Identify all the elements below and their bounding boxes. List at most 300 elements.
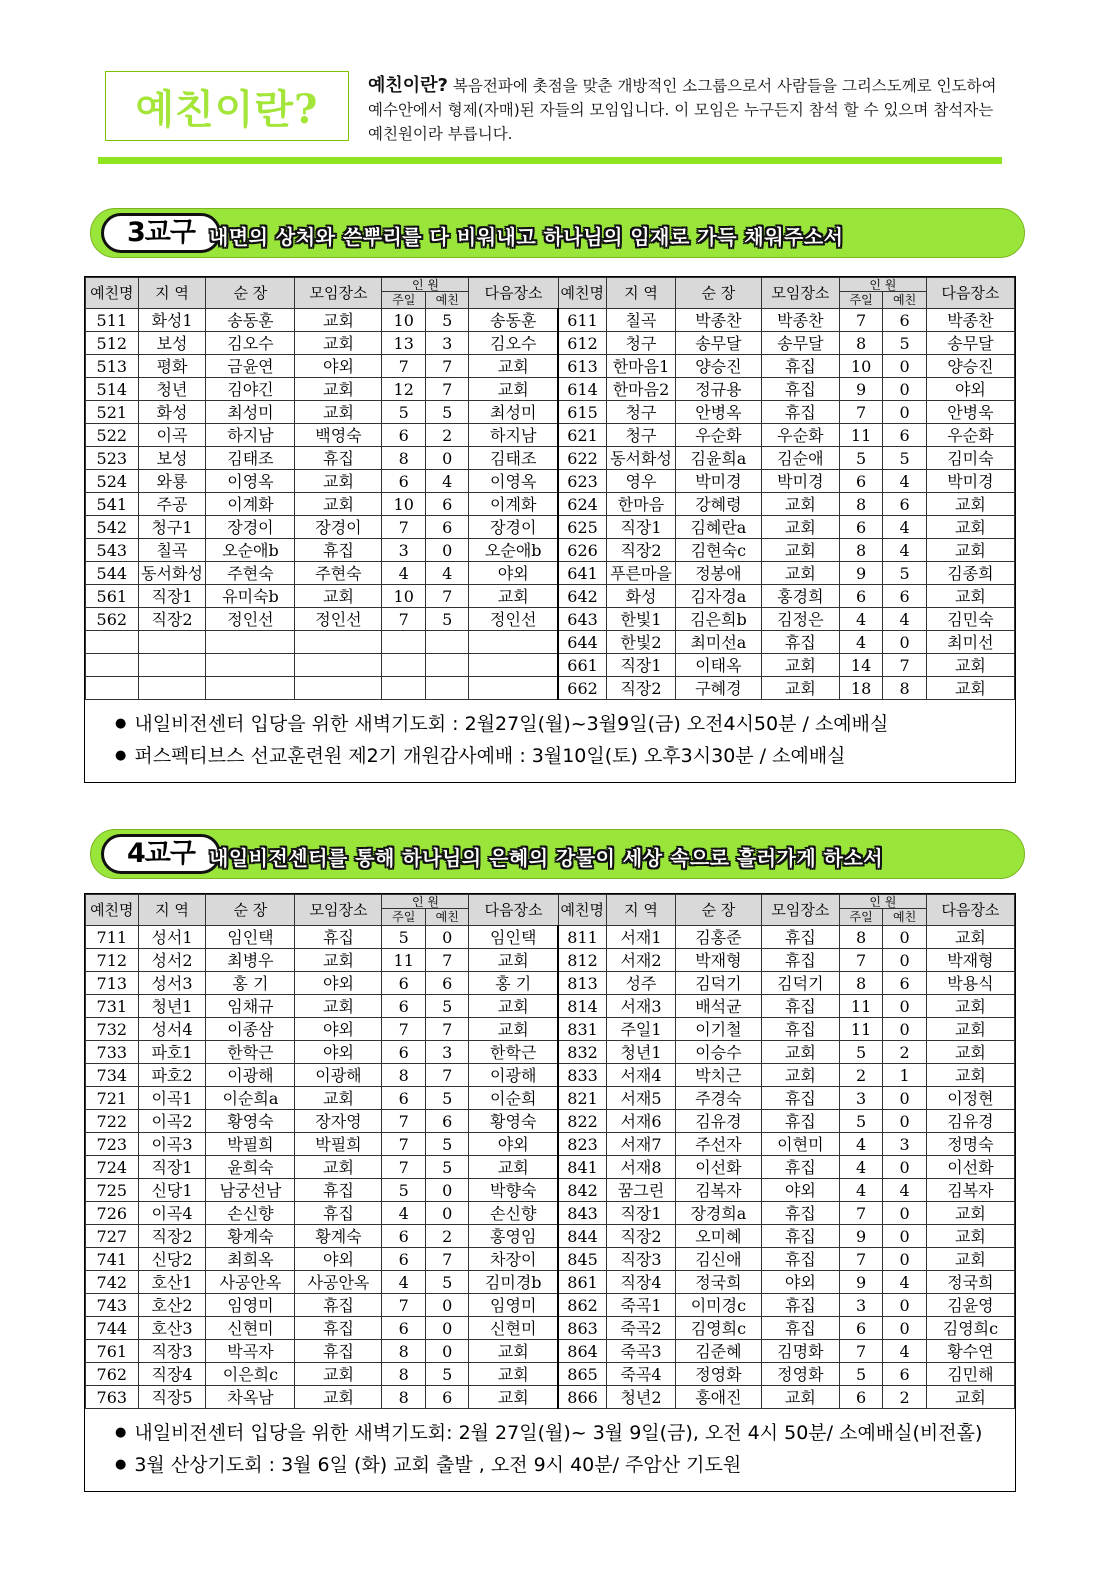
table-cell bbox=[382, 631, 426, 654]
table-cell: 8 bbox=[382, 1386, 426, 1409]
table-cell: 6 bbox=[425, 1386, 469, 1409]
table-cell: 511 bbox=[86, 309, 139, 332]
table-cell: 김미경b bbox=[469, 1271, 558, 1294]
table-cell: 6 bbox=[425, 1110, 469, 1133]
table-cell: 교회 bbox=[469, 995, 558, 1018]
table-cell: 김유경 bbox=[675, 1110, 761, 1133]
table-cell: 김야긴 bbox=[206, 378, 295, 401]
table-cell: 4 bbox=[883, 470, 927, 493]
table-cell: 교회 bbox=[926, 585, 1014, 608]
table-cell: 7 bbox=[382, 1018, 426, 1041]
green-divider bbox=[98, 157, 1002, 164]
table-cell: 박종찬 bbox=[675, 309, 761, 332]
table-cell: 0 bbox=[883, 1087, 927, 1110]
gu3-roster-table bbox=[85, 277, 1015, 700]
table-cell: 성서3 bbox=[138, 972, 206, 995]
table-cell: 863 bbox=[558, 1317, 607, 1340]
table-cell: 18 bbox=[839, 677, 883, 700]
table-cell: 5 bbox=[839, 447, 883, 470]
table-cell: 교회 bbox=[926, 1041, 1014, 1064]
table-cell: 서재2 bbox=[607, 949, 676, 972]
table-cell bbox=[382, 677, 426, 700]
table-cell bbox=[469, 654, 558, 677]
table-cell: 814 bbox=[558, 995, 607, 1018]
table-cell: 호산3 bbox=[138, 1317, 206, 1340]
table-cell: 이영옥 bbox=[469, 470, 558, 493]
table-cell: 5 bbox=[425, 401, 469, 424]
table-cell: 홍영임 bbox=[469, 1225, 558, 1248]
column-header-leader: 순 장 bbox=[206, 278, 295, 309]
table-row bbox=[86, 332, 1015, 355]
table-cell: 주현숙 bbox=[295, 562, 382, 585]
table-cell: 황영숙 bbox=[206, 1110, 295, 1133]
table-cell: 야외 bbox=[469, 562, 558, 585]
weekday-label: 주일 bbox=[840, 909, 884, 925]
table-cell: 612 bbox=[558, 332, 607, 355]
weekday-label: 주일 bbox=[382, 292, 426, 308]
table-cell: 544 bbox=[86, 562, 139, 585]
table-cell: 4 bbox=[883, 608, 927, 631]
table-cell: 송무달 bbox=[675, 332, 761, 355]
table-cell: 주일1 bbox=[607, 1018, 676, 1041]
table-cell bbox=[425, 654, 469, 677]
table-cell: 0 bbox=[883, 378, 927, 401]
table-cell: 정영화 bbox=[761, 1363, 839, 1386]
table-row bbox=[86, 1018, 1015, 1041]
table-cell: 2 bbox=[839, 1064, 883, 1087]
table-cell: 청년1 bbox=[607, 1041, 676, 1064]
table-cell: 박재형 bbox=[926, 949, 1014, 972]
table-cell: 661 bbox=[558, 654, 607, 677]
table-cell: 윤희숙 bbox=[206, 1156, 295, 1179]
table-cell: 교회 bbox=[926, 677, 1014, 700]
table-cell: 이광해 bbox=[206, 1064, 295, 1087]
table-cell: 휴집 bbox=[295, 1340, 382, 1363]
table-cell: 와룡 bbox=[138, 470, 206, 493]
table-cell: 정봉애 bbox=[675, 562, 761, 585]
table-cell: 625 bbox=[558, 516, 607, 539]
table-cell: 6 bbox=[382, 1225, 426, 1248]
table-cell: 호산2 bbox=[138, 1294, 206, 1317]
table-cell: 11 bbox=[839, 424, 883, 447]
table-cell: 임채규 bbox=[206, 995, 295, 1018]
table-cell: 이곡4 bbox=[138, 1202, 206, 1225]
table-cell: 김태조 bbox=[206, 447, 295, 470]
table-cell: 김영희c bbox=[926, 1317, 1014, 1340]
table-row bbox=[86, 1087, 1015, 1110]
table-cell: 홍경희 bbox=[761, 585, 839, 608]
table-cell: 김정은 bbox=[761, 608, 839, 631]
table-cell: 662 bbox=[558, 677, 607, 700]
table-cell: 861 bbox=[558, 1271, 607, 1294]
table-cell: 김민해 bbox=[926, 1363, 1014, 1386]
table-cell: 731 bbox=[86, 995, 139, 1018]
gu4-label: 4교구 bbox=[101, 834, 221, 874]
table-cell: 직장1 bbox=[607, 516, 676, 539]
table-cell: 주현숙 bbox=[206, 562, 295, 585]
table-cell: 8 bbox=[883, 677, 927, 700]
table-cell: 3 bbox=[425, 1041, 469, 1064]
table-cell: 김윤희a bbox=[675, 447, 761, 470]
yechin-label: 예친 bbox=[892, 292, 917, 307]
attendance-label: 인 원 bbox=[382, 279, 468, 292]
table-cell: 4 bbox=[883, 539, 927, 562]
table-cell: 0 bbox=[883, 949, 927, 972]
table-cell: 2 bbox=[425, 424, 469, 447]
table-cell: 7 bbox=[839, 401, 883, 424]
table-cell: 박재형 bbox=[675, 949, 761, 972]
table-cell: 휴집 bbox=[761, 1225, 839, 1248]
table-cell: 김홍준 bbox=[675, 926, 761, 949]
table-cell: 야외 bbox=[295, 1248, 382, 1271]
table-cell: 이영옥 bbox=[206, 470, 295, 493]
table-row bbox=[86, 516, 1015, 539]
column-header-next: 다음장소 bbox=[926, 895, 1014, 926]
table-cell: 신당2 bbox=[138, 1248, 206, 1271]
table-cell: 711 bbox=[86, 926, 139, 949]
table-cell: 6 bbox=[883, 972, 927, 995]
table-cell: 2 bbox=[425, 1225, 469, 1248]
table-cell: 교회 bbox=[926, 654, 1014, 677]
table-cell: 624 bbox=[558, 493, 607, 516]
table-cell: 최성미 bbox=[469, 401, 558, 424]
table-cell: 3 bbox=[839, 1294, 883, 1317]
table-row bbox=[86, 1386, 1015, 1409]
table-cell: 7 bbox=[382, 1133, 426, 1156]
table-cell: 호산1 bbox=[138, 1271, 206, 1294]
table-cell: 휴집 bbox=[295, 1317, 382, 1340]
table-cell: 휴집 bbox=[761, 1294, 839, 1317]
table-cell: 727 bbox=[86, 1225, 139, 1248]
gu4-note: ● 3월 산상기도회 : 3월 6일 (화) 교회 출발 , 오전 9시 40분/ 주암산 기도원 bbox=[115, 1449, 985, 1481]
table-cell: 김혜란a bbox=[675, 516, 761, 539]
table-cell: 6 bbox=[883, 424, 927, 447]
gu3-motto: 내면의 상처와 쓴뿌리를 다 비워내고 하나님의 임재로 가득 채워주소서 bbox=[209, 225, 844, 249]
table-cell: 5 bbox=[382, 926, 426, 949]
yechin-label: 예친 bbox=[435, 909, 459, 924]
table-cell bbox=[86, 631, 139, 654]
weekday-label: 주일 bbox=[840, 292, 884, 308]
table-cell: 811 bbox=[558, 926, 607, 949]
table-cell: 박치근 bbox=[675, 1064, 761, 1087]
table-cell: 동서화성 bbox=[607, 447, 676, 470]
table-cell: 홍애진 bbox=[675, 1386, 761, 1409]
table-cell: 하지남 bbox=[206, 424, 295, 447]
intro-lead: 예친이란? bbox=[368, 75, 448, 96]
column-header-id: 예친명 bbox=[86, 278, 139, 309]
table-cell: 8 bbox=[839, 972, 883, 995]
table-cell: 양승진 bbox=[926, 355, 1014, 378]
table-cell: 교회 bbox=[295, 378, 382, 401]
gu4-notes bbox=[85, 1409, 1015, 1491]
table-cell: 장경이 bbox=[295, 516, 382, 539]
table-cell: 교회 bbox=[926, 539, 1014, 562]
table-cell: 7 bbox=[425, 1064, 469, 1087]
table-cell: 726 bbox=[86, 1202, 139, 1225]
table-cell: 직장4 bbox=[138, 1363, 206, 1386]
table-cell: 남궁선남 bbox=[206, 1179, 295, 1202]
table-cell bbox=[425, 677, 469, 700]
table-cell: 841 bbox=[558, 1156, 607, 1179]
table-cell: 화성1 bbox=[138, 309, 206, 332]
table-row bbox=[86, 424, 1015, 447]
table-cell: 김신애 bbox=[675, 1248, 761, 1271]
table-cell: 724 bbox=[86, 1156, 139, 1179]
table-cell: 5 bbox=[425, 1271, 469, 1294]
table-cell: 교회 bbox=[469, 378, 558, 401]
table-cell: 휴집 bbox=[761, 1018, 839, 1041]
table-cell: 9 bbox=[839, 1271, 883, 1294]
table-cell: 0 bbox=[425, 447, 469, 470]
table-cell: 4 bbox=[425, 470, 469, 493]
table-row bbox=[86, 1156, 1015, 1179]
gu3-section bbox=[84, 276, 1016, 783]
table-cell: 직장2 bbox=[138, 608, 206, 631]
table-cell: 야외 bbox=[469, 1133, 558, 1156]
table-cell: 이계화 bbox=[206, 493, 295, 516]
table-cell: 5 bbox=[839, 1110, 883, 1133]
table-cell: 0 bbox=[883, 1294, 927, 1317]
table-cell: 성서4 bbox=[138, 1018, 206, 1041]
table-cell: 이계화 bbox=[469, 493, 558, 516]
table-cell: 장경이 bbox=[469, 516, 558, 539]
table-cell: 이곡2 bbox=[138, 1110, 206, 1133]
table-cell: 교회 bbox=[469, 1363, 558, 1386]
table-cell: 휴집 bbox=[761, 1087, 839, 1110]
table-cell: 이선화 bbox=[675, 1156, 761, 1179]
table-cell: 5 bbox=[382, 1179, 426, 1202]
table-cell: 742 bbox=[86, 1271, 139, 1294]
column-header-next: 다음장소 bbox=[926, 278, 1014, 309]
table-cell: 김명화 bbox=[761, 1340, 839, 1363]
table-cell: 교회 bbox=[469, 1340, 558, 1363]
table-cell: 4 bbox=[883, 516, 927, 539]
gu4-note: ● 내일비전센터 입당을 위한 새벽기도회: 2월 27일(월)~ 3월 9일(금), 오전 4시 50분/ 소예배실(비전홀) bbox=[115, 1417, 985, 1449]
table-cell: 10 bbox=[382, 309, 426, 332]
table-cell: 교회 bbox=[295, 470, 382, 493]
table-row bbox=[86, 355, 1015, 378]
table-cell: 야외 bbox=[295, 1018, 382, 1041]
table-cell: 임영미 bbox=[206, 1294, 295, 1317]
table-cell: 직장1 bbox=[138, 585, 206, 608]
table-cell bbox=[138, 654, 206, 677]
table-cell: 0 bbox=[883, 1018, 927, 1041]
table-cell: 최미선 bbox=[926, 631, 1014, 654]
table-cell: 송무달 bbox=[926, 332, 1014, 355]
table-cell: 박미경 bbox=[761, 470, 839, 493]
table-cell: 휴집 bbox=[295, 926, 382, 949]
column-header-next: 다음장소 bbox=[469, 278, 558, 309]
intro-body: 복음전파에 촛점을 맞춘 개방적인 소그룹으로서 사람들을 그리스도께로 인도하여 예수안에서 형제(자매)된 자들의 모임입니다. 이 모임은 누구든지 참석 할 수 있으며 참석자는 예친원이라 부릅니다. bbox=[368, 77, 997, 143]
table-cell: 김복자 bbox=[926, 1179, 1014, 1202]
table-cell: 한빛2 bbox=[607, 631, 676, 654]
table-cell: 한마음2 bbox=[607, 378, 676, 401]
table-cell: 743 bbox=[86, 1294, 139, 1317]
table-row bbox=[86, 1110, 1015, 1133]
table-cell: 임인택 bbox=[206, 926, 295, 949]
table-cell: 안병옥 bbox=[675, 401, 761, 424]
table-cell: 김민숙 bbox=[926, 608, 1014, 631]
attendance-label: 인 원 bbox=[840, 279, 926, 292]
table-cell: 7 bbox=[425, 585, 469, 608]
table-cell: 교회 bbox=[295, 309, 382, 332]
table-cell: 최병우 bbox=[206, 949, 295, 972]
table-cell: 죽곡2 bbox=[607, 1317, 676, 1340]
table-cell bbox=[425, 631, 469, 654]
table-cell: 휴집 bbox=[761, 631, 839, 654]
table-cell: 이태옥 bbox=[675, 654, 761, 677]
table-cell: 이현미 bbox=[761, 1133, 839, 1156]
table-cell: 4 bbox=[839, 1156, 883, 1179]
table-cell: 623 bbox=[558, 470, 607, 493]
table-cell: 청구 bbox=[607, 332, 676, 355]
table-cell: 614 bbox=[558, 378, 607, 401]
table-cell: 교회 bbox=[295, 1386, 382, 1409]
table-cell: 721 bbox=[86, 1087, 139, 1110]
attendance-label: 인 원 bbox=[840, 896, 926, 909]
table-cell: 0 bbox=[883, 401, 927, 424]
table-cell: 송무달 bbox=[761, 332, 839, 355]
table-cell: 7 bbox=[425, 949, 469, 972]
table-cell: 521 bbox=[86, 401, 139, 424]
table-cell: 862 bbox=[558, 1294, 607, 1317]
table-cell: 오순애b bbox=[469, 539, 558, 562]
table-cell: 5 bbox=[425, 309, 469, 332]
table-cell: 6 bbox=[382, 470, 426, 493]
table-cell: 김태조 bbox=[469, 447, 558, 470]
table-cell: 4 bbox=[839, 1133, 883, 1156]
table-cell: 이기철 bbox=[675, 1018, 761, 1041]
table-row bbox=[86, 654, 1015, 677]
table-cell: 7 bbox=[839, 1340, 883, 1363]
table-cell: 864 bbox=[558, 1340, 607, 1363]
table-row bbox=[86, 585, 1015, 608]
table-cell: 833 bbox=[558, 1064, 607, 1087]
table-cell: 4 bbox=[883, 1340, 927, 1363]
table-cell: 3 bbox=[425, 332, 469, 355]
table-cell: 김미숙 bbox=[926, 447, 1014, 470]
table-cell: 손신향 bbox=[469, 1202, 558, 1225]
table-cell: 김은희b bbox=[675, 608, 761, 631]
table-cell: 정명숙 bbox=[926, 1133, 1014, 1156]
table-header-row bbox=[86, 895, 1015, 926]
table-row bbox=[86, 562, 1015, 585]
table-cell: 야외 bbox=[295, 355, 382, 378]
column-header-place: 모임장소 bbox=[761, 895, 839, 926]
table-cell: 금윤연 bbox=[206, 355, 295, 378]
table-cell: 6 bbox=[883, 585, 927, 608]
table-cell: 7 bbox=[382, 1294, 426, 1317]
table-cell: 휴집 bbox=[761, 1317, 839, 1340]
table-cell: 7 bbox=[425, 1248, 469, 1271]
table-cell: 정국희 bbox=[675, 1271, 761, 1294]
table-cell: 11 bbox=[382, 949, 426, 972]
yechin-label: 예친 bbox=[435, 292, 459, 307]
table-cell: 보성 bbox=[138, 447, 206, 470]
table-cell: 613 bbox=[558, 355, 607, 378]
table-cell: 홍 기 bbox=[469, 972, 558, 995]
table-cell: 교회 bbox=[761, 677, 839, 700]
table-cell: 0 bbox=[425, 539, 469, 562]
table-cell: 야외 bbox=[761, 1271, 839, 1294]
table-cell: 10 bbox=[839, 355, 883, 378]
table-cell: 휴집 bbox=[761, 1202, 839, 1225]
table-cell: 차옥남 bbox=[206, 1386, 295, 1409]
table-cell: 휴집 bbox=[295, 1294, 382, 1317]
column-header-leader: 순 장 bbox=[675, 278, 761, 309]
table-cell: 교회 bbox=[926, 1386, 1014, 1409]
table-cell: 휴집 bbox=[295, 1179, 382, 1202]
table-cell: 교회 bbox=[295, 493, 382, 516]
table-cell: 7 bbox=[382, 516, 426, 539]
table-cell: 청년2 bbox=[607, 1386, 676, 1409]
table-cell: 866 bbox=[558, 1386, 607, 1409]
table-row bbox=[86, 1179, 1015, 1202]
table-cell: 4 bbox=[883, 1179, 927, 1202]
table-cell: 주경숙 bbox=[675, 1087, 761, 1110]
table-cell: 6 bbox=[839, 470, 883, 493]
table-row bbox=[86, 447, 1015, 470]
table-row bbox=[86, 1294, 1015, 1317]
table-cell: 보성 bbox=[138, 332, 206, 355]
table-cell: 842 bbox=[558, 1179, 607, 1202]
table-cell: 서재5 bbox=[607, 1087, 676, 1110]
gu3-note: ● 퍼스펙티브스 선교훈련원 제2기 개원감사예배 : 3월10일(토) 오후3시30분 / 소예배실 bbox=[115, 740, 985, 772]
table-cell: 523 bbox=[86, 447, 139, 470]
table-cell: 5 bbox=[839, 1041, 883, 1064]
table-cell: 5 bbox=[382, 401, 426, 424]
table-cell: 762 bbox=[86, 1363, 139, 1386]
table-cell: 6 bbox=[425, 493, 469, 516]
table-cell: 서재6 bbox=[607, 1110, 676, 1133]
column-header-attendance bbox=[382, 278, 469, 309]
table-cell: 휴집 bbox=[761, 926, 839, 949]
table-cell: 722 bbox=[86, 1110, 139, 1133]
table-cell: 임영미 bbox=[469, 1294, 558, 1317]
table-cell bbox=[206, 677, 295, 700]
table-cell: 6 bbox=[382, 972, 426, 995]
table-cell: 642 bbox=[558, 585, 607, 608]
table-cell: 5 bbox=[425, 1087, 469, 1110]
table-cell: 휴집 bbox=[761, 1248, 839, 1271]
table-cell: 직장1 bbox=[138, 1156, 206, 1179]
table-cell: 5 bbox=[425, 1133, 469, 1156]
table-cell: 7 bbox=[425, 1018, 469, 1041]
table-cell: 화성 bbox=[138, 401, 206, 424]
table-cell: 사공안옥 bbox=[295, 1271, 382, 1294]
table-cell: 0 bbox=[425, 1340, 469, 1363]
table-cell: 교회 bbox=[761, 1041, 839, 1064]
column-header-id: 예친명 bbox=[86, 895, 139, 926]
table-cell: 교회 bbox=[469, 1018, 558, 1041]
table-cell bbox=[295, 654, 382, 677]
table-cell: 7 bbox=[883, 654, 927, 677]
table-cell: 칠곡 bbox=[138, 539, 206, 562]
table-cell: 정인선 bbox=[206, 608, 295, 631]
table-cell: 칠곡 bbox=[607, 309, 676, 332]
table-cell: 6 bbox=[382, 1087, 426, 1110]
table-cell: 4 bbox=[382, 562, 426, 585]
column-header-leader: 순 장 bbox=[206, 895, 295, 926]
table-cell: 하지남 bbox=[469, 424, 558, 447]
table-cell: 교회 bbox=[295, 1087, 382, 1110]
table-cell: 4 bbox=[425, 562, 469, 585]
table-cell: 0 bbox=[883, 1225, 927, 1248]
table-cell: 주공 bbox=[138, 493, 206, 516]
table-cell: 휴집 bbox=[295, 1202, 382, 1225]
table-cell: 직장2 bbox=[138, 1225, 206, 1248]
table-cell: 이곡 bbox=[138, 424, 206, 447]
